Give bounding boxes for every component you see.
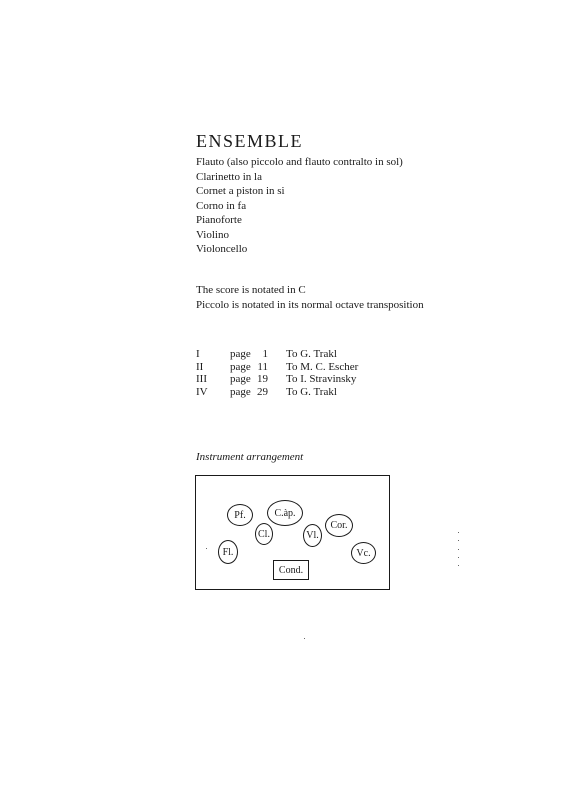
horn-position: Cor. [325,514,353,537]
margin-speck [458,557,459,558]
dedication: To G. Trakl [286,385,337,398]
instrument-item: Violino [196,228,229,241]
page-number: 29 [257,385,268,398]
margin-speck [458,532,459,533]
violin-position: Vl. [303,524,322,547]
instrument-item: Cornet a piston in si [196,185,285,197]
margin-speck [206,548,207,549]
margin-speck [304,638,305,639]
movement-number: III [196,373,207,385]
movement-row [196,386,358,399]
notation-note: Piccolo is notated in its normal octave transposition [196,298,424,311]
cornet-position: C.àp. [267,500,303,526]
instrument-item: Corno in fa [196,199,247,212]
movement-number: II [196,360,204,373]
page-number: 11 [257,360,268,373]
page-label: page [230,385,251,398]
dedication: To I. Stravinsky [286,373,357,385]
page-label: page [230,373,251,385]
page-title: ENSEMBLE [196,131,304,151]
instrument-arrangement-diagram [195,475,390,590]
dedication: To G. Trakl [286,348,337,360]
flute-position: Fl. [218,540,238,564]
page-label: page [230,360,251,373]
notation-notes [196,283,424,312]
movement-row [196,361,358,374]
instrument-list [196,155,403,257]
pianoforte-position: Pf. [227,504,253,526]
page-number: 19 [257,373,268,385]
instrument-item: Pianoforte [196,214,242,226]
margin-speck [458,540,459,541]
movement-row [196,348,358,361]
page-number: 1 [262,348,268,360]
clarinet-position: Cl. [255,523,273,545]
dedication: To M. C. Escher [286,360,359,373]
instrument-item: Flauto (also piccolo and flauto contralto in sol) [196,156,403,168]
notation-note: The score is notated in C [196,284,306,296]
conductor-position: Cond. [273,560,309,580]
page-label: page [230,348,251,360]
margin-speck [458,549,459,550]
cello-position: Vc. [351,542,376,564]
movement-table [196,348,358,398]
instrument-item: Violoncello [196,243,248,255]
movement-number: IV [196,385,208,398]
movement-row [196,373,358,386]
instrument-item: Clarinetto in la [196,170,262,183]
arrangement-caption: Instrument arrangement [196,451,304,463]
margin-speck [458,565,459,566]
movement-number: I [196,348,200,360]
